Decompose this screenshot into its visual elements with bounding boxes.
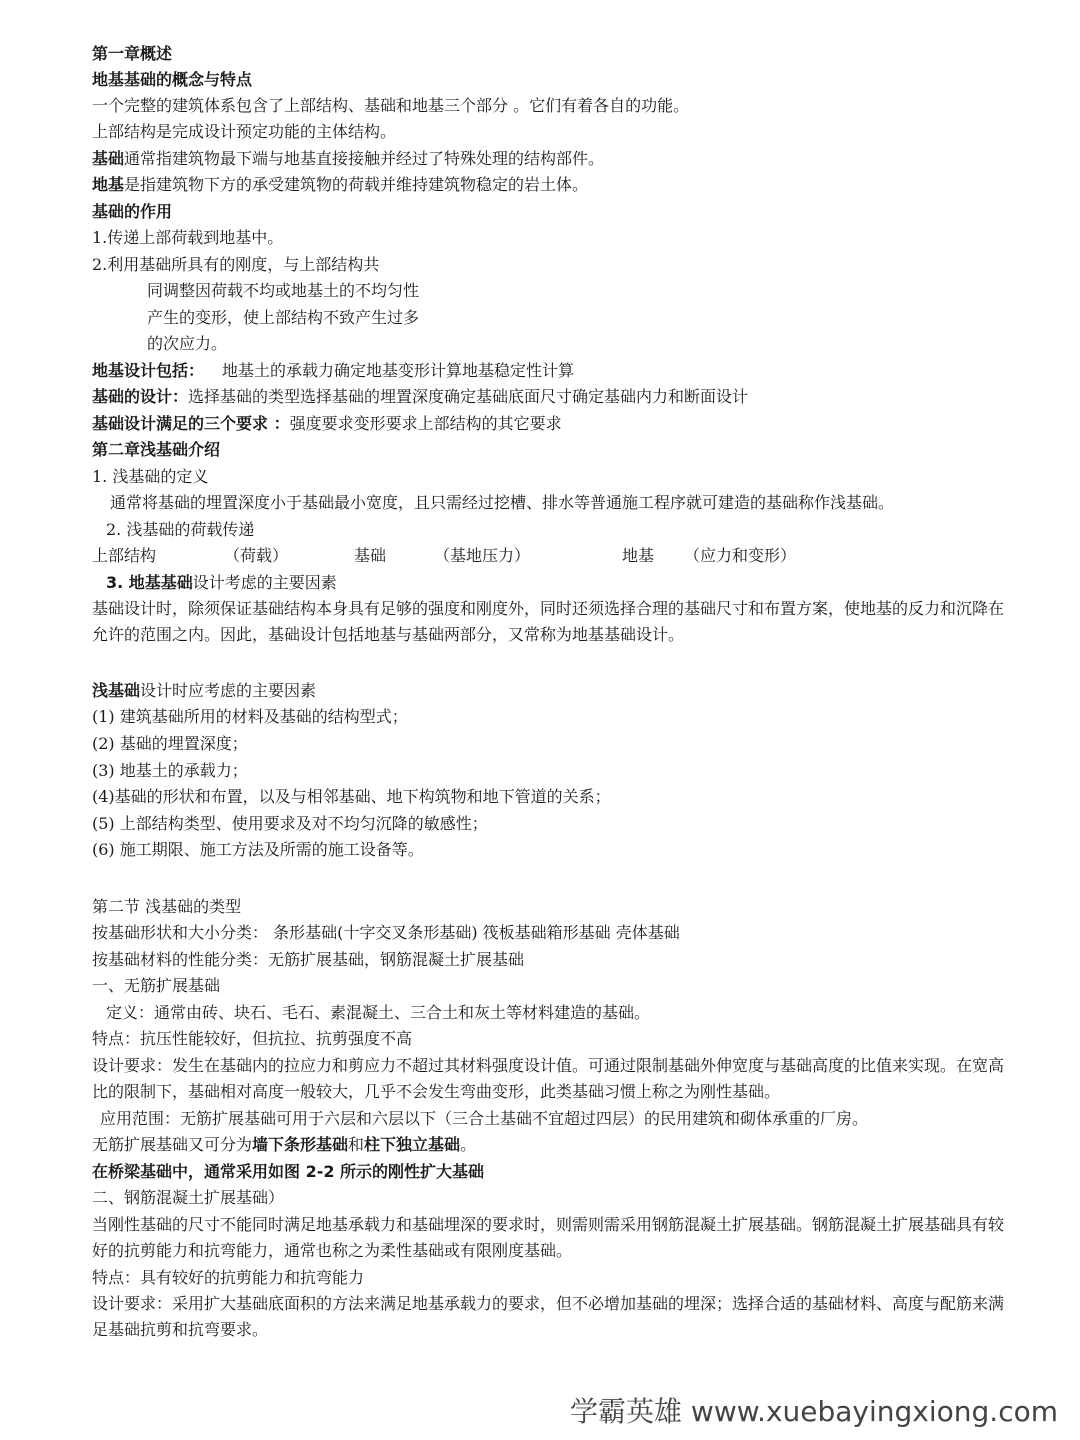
shallow-factors-heading [92, 678, 316, 704]
subgrade-design-label: 地基设计包括： [92, 361, 205, 380]
by-material-line: 按基础材料的性能分类：无筋扩展基础，钢筋混凝土扩展基础 [92, 950, 525, 969]
requirements-label: 基础设计满足的三个要求 ： [92, 414, 290, 433]
footer-watermark: 学霸英雄 www.xuebayingxiong.com [570, 1395, 1058, 1428]
foundation-term: 基础 [92, 149, 125, 168]
role-item-2: 2.利用基础所具有的刚度，与上部结构共 [92, 255, 380, 274]
load-chain-superstructure: 上部结构 [92, 546, 157, 565]
unreinforced-heading: 一、无筋扩展基础 [92, 976, 221, 995]
foundation-def: 通常指建筑物最下端与地基直接接触并经过了特殊处理的结构部件。 [124, 149, 605, 168]
load-transfer-heading: 2. 浅基础的荷载传递 [106, 520, 255, 539]
factors-bold: 地基基础 [128, 573, 193, 592]
requirements-line [92, 411, 562, 437]
chapter2-title: 第二章浅基础介绍 [92, 440, 221, 459]
shallow-item-6: (6) 施工期限、施工方法及所需的施工设备等。 [92, 840, 424, 859]
reinforced-paragraph: 当刚性基础的尺寸不能同时满足地基承载力和基础埋深的要求时，则需则需采用钢筋混凝土扩展基础。钢筋混凝土扩展基础具有较好的抗剪能力和抗弯能力，通常也称之为柔性基础或有限刚度基础。 [92, 1215, 1005, 1260]
subgrade-def-line [92, 172, 588, 198]
foundation-design-text: 选择基础的类型选择基础的埋置深度确定基础底面尺寸确定基础内力和断面设计 [188, 387, 749, 406]
shallow-item-5: (5) 上部结构类型、使用要求及对不均匀沉降的敏感性； [92, 814, 488, 833]
shallow-item-2: (2) 基础的埋置深度； [92, 734, 248, 753]
subgrade-design-text: 地基土的承载力确定地基变形计算地基稳定性计算 [222, 361, 575, 380]
by-shape-line: 按基础形状和大小分类： 条形基础(十字交叉条形基础) 筏板基础箱形基础 壳体基础 [92, 923, 680, 942]
role-item-2-cont2: 产生的变形，使上部结构不致产生过多 [147, 308, 420, 327]
role-item-2-cont1: 同调整因荷载不均或地基土的不均匀性 [147, 281, 420, 300]
shallow-bold: 浅基础 [92, 681, 141, 700]
section2-title: 第二节 浅基础的类型 [92, 897, 242, 916]
unreinforced-split-line [92, 1132, 476, 1158]
split-period: 。 [460, 1135, 477, 1154]
column-isolated-foundation: 柱下独立基础 [364, 1135, 461, 1154]
split-prefix: 无筋扩展基础又可分为 [92, 1135, 253, 1154]
foundation-design-label: 基础的设计： [92, 387, 189, 406]
unreinforced-scope: 应用范围：无筋扩展基础可用于六层和六层以下（三合土基础不宜超过四层）的民用建筑和砌体承重的厂房。 [100, 1109, 869, 1128]
unreinforced-feature: 特点：抗压性能较好，但抗拉、抗剪强度不高 [92, 1029, 413, 1048]
concept-heading: 地基基础的概念与特点 [92, 70, 253, 89]
role-item-1: 1.传递上部荷载到地基中。 [92, 228, 284, 247]
shallow-item-1: (1) 建筑基础所用的材料及基础的结构型式； [92, 707, 408, 726]
load-chain-stress: （应力和变形） [684, 546, 797, 565]
reinforced-design: 设计要求：采用扩大基础底面积的方法来满足地基承载力的要求，但不必增加基础的埋深；选择合适的基础材料、高度与配筋来满足基础抗剪和抗弯要求。 [92, 1294, 1005, 1339]
chapter1-title: 第一章概述 [92, 44, 173, 63]
unreinforced-def: 定义：通常由砖、块石、毛石、素混凝土、三合土和灰土等材料建造的基础。 [106, 1003, 651, 1022]
subgrade-term: 地基 [92, 175, 125, 194]
foundation-design-line [92, 384, 748, 410]
factors-rest: 设计考虑的主要因素 [192, 573, 337, 592]
factors-heading [106, 570, 337, 596]
requirements-text: 强度要求变形要求上部结构的其它要求 [289, 414, 562, 433]
subgrade-def: 是指建筑物下方的承受建筑物的荷载并维持建筑物稳定的岩土体。 [124, 175, 589, 194]
role-heading: 基础的作用 [92, 202, 173, 221]
reinforced-feature: 特点：具有较好的抗剪能力和抗弯能力 [92, 1268, 365, 1287]
factors-paragraph: 基础设计时，除须保证基础结构本身具有足够的强度和刚度外，同时还须选择合理的基础尺寸和布置方案，使地基的反力和沉降在允许的范围之内。因此，基础设计包括地基与基础两部分，又常称为地基基础设计。 [92, 599, 1005, 644]
split-and: 和 [348, 1135, 365, 1154]
shallow-def-text: 通常将基础的埋置深度小于基础最小宽度，且只需经过挖槽、排水等普通施工程序就可建造的基础称作浅基础。 [110, 493, 895, 512]
reinforced-heading: 二、钢筋混凝土扩展基础） [92, 1188, 285, 1207]
shallow-item-3: (3) 地基土的承载力； [92, 761, 248, 780]
shallow-def-heading: 1. 浅基础的定义 [92, 467, 209, 486]
subgrade-design-line [92, 358, 574, 384]
load-chain-foundation: 基础 [354, 546, 387, 565]
shallow-rest: 设计时应考虑的主要因素 [140, 681, 317, 700]
load-chain-subgrade: 地基 [622, 546, 655, 565]
foundation-def-line [92, 146, 604, 172]
load-chain-load: （荷载） [224, 546, 289, 565]
wall-strip-foundation: 墙下条形基础 [252, 1135, 349, 1154]
load-chain-base-pressure: （基地压力） [434, 546, 531, 565]
factors-num: 3. [106, 573, 129, 592]
bridge-note: 在桥梁基础中，通常采用如图 2-2 所示的刚性扩大基础 [92, 1162, 485, 1181]
unreinforced-design: 设计要求：发生在基础内的拉应力和剪应力不超过其材料强度设计值。可通过限制基础外伸宽度与基础高度的比值来实现。在宽高比的限制下，基础相对高度一般较大，几乎不会发生弯曲变形，此类基础习惯上称之为刚性基础。 [92, 1056, 1005, 1101]
superstructure-line: 上部结构是完成设计预定功能的主体结构。 [92, 122, 397, 141]
intro-line: 一个完整的建筑体系包含了上部结构、基础和地基三个部分 。它们有着各自的功能。 [92, 96, 690, 115]
role-item-2-cont3: 的次应力。 [147, 334, 228, 353]
shallow-item-4: (4)基础的形状和布置，以及与相邻基础、地下构筑物和地下管道的关系； [92, 787, 611, 806]
